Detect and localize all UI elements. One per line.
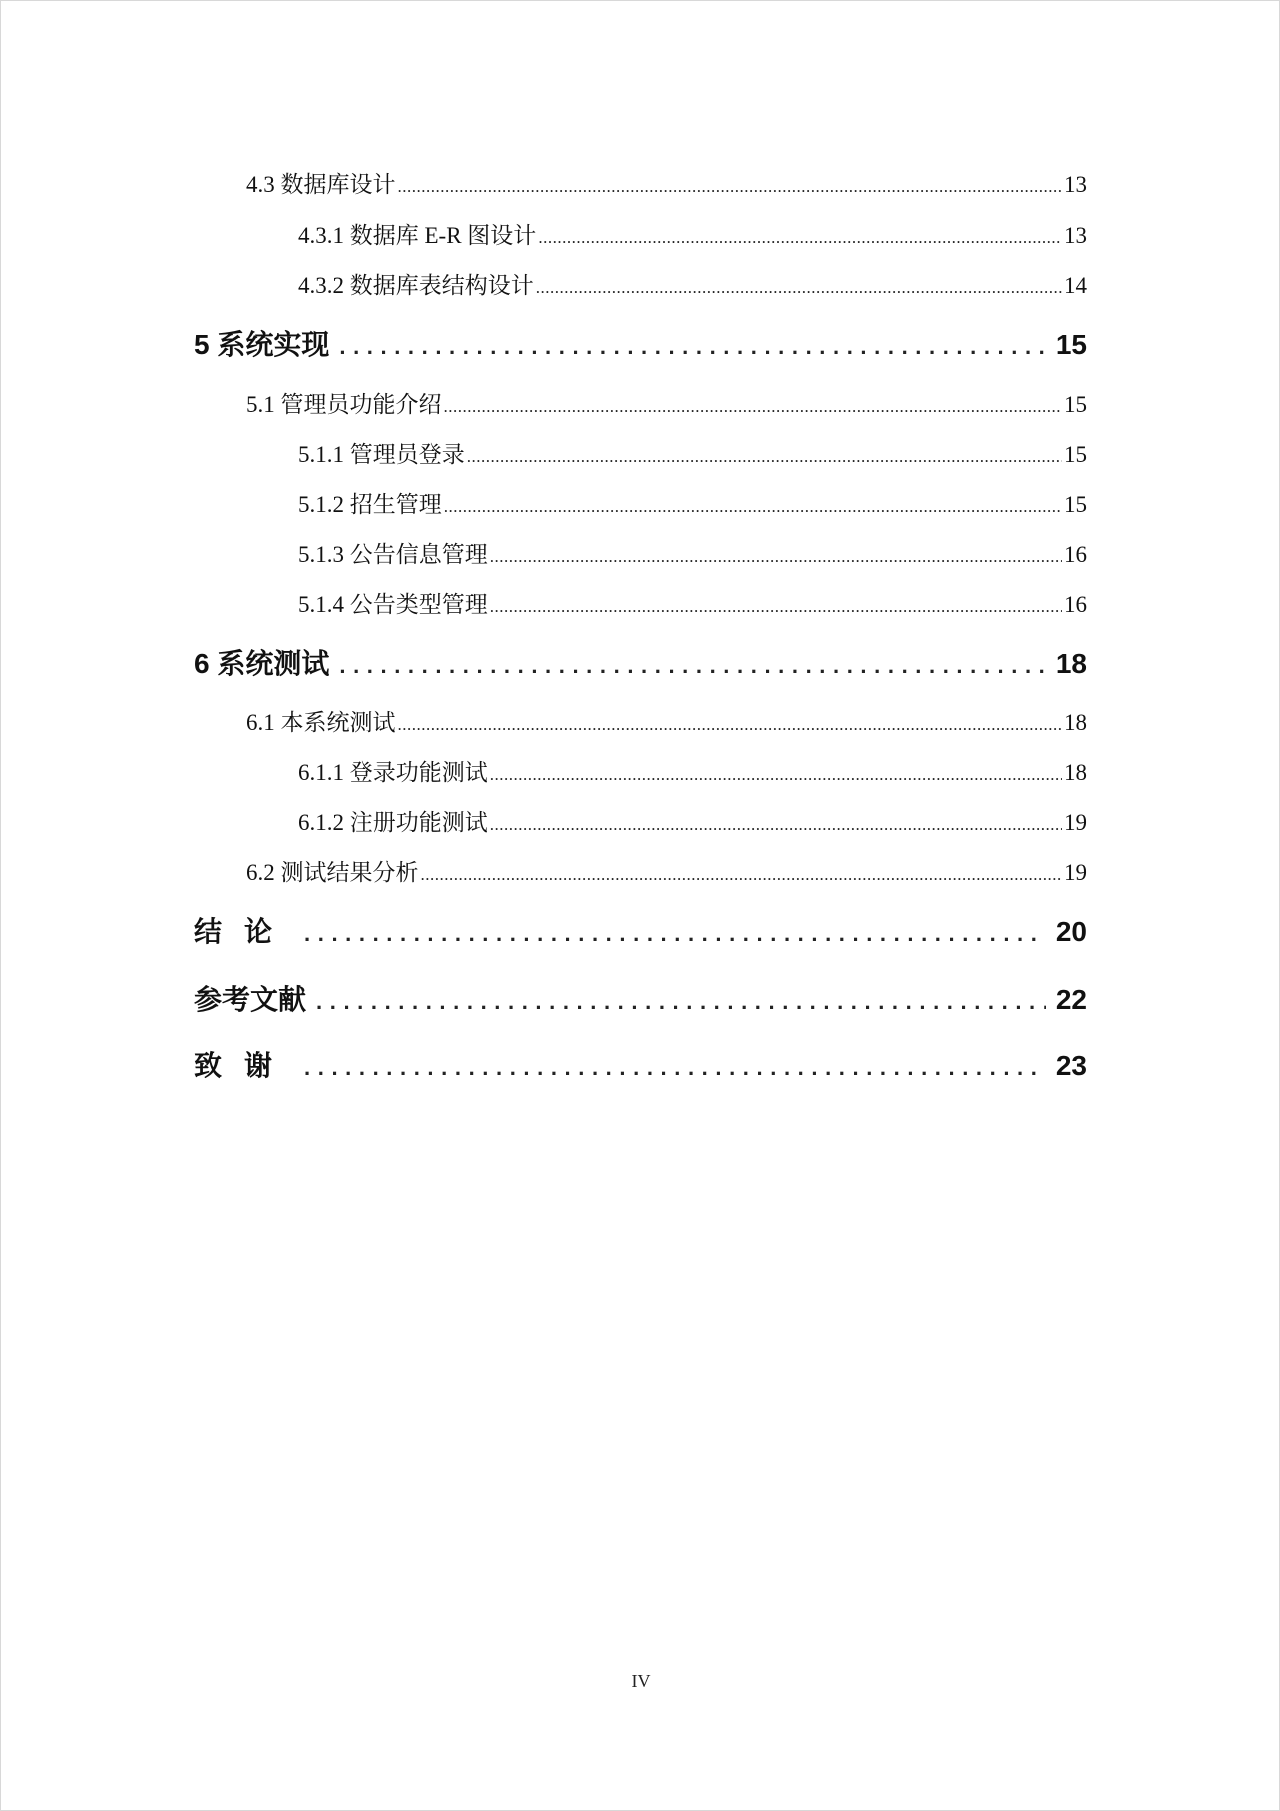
toc-dot-leader bbox=[444, 497, 1062, 517]
toc-entry-references[interactable] bbox=[194, 978, 1087, 1016]
toc-entry-6-1-1[interactable] bbox=[298, 754, 1087, 784]
toc-entry-6-1-2[interactable] bbox=[298, 804, 1087, 834]
toc-entry-page: 16 bbox=[1064, 592, 1087, 617]
toc-entry-page: 18 bbox=[1064, 710, 1087, 735]
toc-entry-acknowledgements[interactable] bbox=[194, 1044, 1087, 1082]
toc-dot-leader bbox=[467, 447, 1062, 467]
toc-entry-label: 5.1.4 公告类型管理 bbox=[298, 592, 488, 617]
toc-entry-page: 18 bbox=[1064, 760, 1087, 785]
toc-entry-page: 15 bbox=[1064, 442, 1087, 467]
toc-entry-4-3-2[interactable] bbox=[298, 267, 1087, 297]
toc-dot-leader bbox=[538, 228, 1062, 248]
toc-dot-leader bbox=[444, 397, 1063, 417]
toc-entry-page: 19 bbox=[1064, 860, 1087, 885]
toc-dot-leader bbox=[398, 177, 1063, 197]
toc-entry-label: 致谢 bbox=[194, 1050, 295, 1081]
toc-entry-page: 15 bbox=[1064, 392, 1087, 417]
toc-entry-6-1[interactable] bbox=[246, 704, 1087, 734]
toc-entry-conclusion[interactable] bbox=[194, 910, 1087, 948]
toc-entry-label: 6.1.2 注册功能测试 bbox=[298, 810, 488, 835]
toc-dot-leader bbox=[304, 1055, 1046, 1081]
toc-entry-label: 6.1 本系统测试 bbox=[246, 710, 396, 735]
toc-entry-page: 18 bbox=[1055, 648, 1087, 679]
toc-entry-label: 6.1.1 登录功能测试 bbox=[298, 760, 488, 785]
toc-entry-page: 19 bbox=[1064, 810, 1087, 835]
toc-dot-leader bbox=[316, 989, 1046, 1015]
toc-entry-5-1-1[interactable] bbox=[298, 436, 1087, 466]
toc-entry-label: 4.3.1 数据库 E-R 图设计 bbox=[298, 223, 537, 248]
toc-dot-leader bbox=[421, 865, 1063, 885]
toc-entry-page: 16 bbox=[1064, 542, 1087, 567]
toc-entry-page: 13 bbox=[1064, 172, 1087, 197]
toc-dot-leader bbox=[398, 715, 1063, 735]
toc-dot-leader bbox=[339, 334, 1045, 360]
toc-entry-5-1-4[interactable] bbox=[298, 586, 1087, 616]
toc-entry-page: 15 bbox=[1055, 329, 1087, 360]
toc-entry-page: 23 bbox=[1055, 1050, 1087, 1081]
toc-entry-4-3[interactable] bbox=[246, 166, 1087, 196]
toc-entry-label: 4.3.2 数据库表结构设计 bbox=[298, 273, 534, 298]
toc-entry-label: 5.1 管理员功能介绍 bbox=[246, 392, 442, 417]
toc-dot-leader bbox=[490, 765, 1062, 785]
toc-entry-label: 参考文献 bbox=[194, 984, 307, 1015]
toc-entry-page: 15 bbox=[1064, 492, 1087, 517]
toc-dot-leader bbox=[490, 547, 1062, 567]
toc-dot-leader bbox=[339, 653, 1045, 679]
toc-dot-leader bbox=[490, 597, 1062, 617]
toc-dot-leader bbox=[304, 921, 1046, 947]
toc-entry-page: 14 bbox=[1064, 273, 1087, 298]
toc-entry-page: 13 bbox=[1064, 223, 1087, 248]
toc-entry-5-1[interactable] bbox=[246, 386, 1087, 416]
toc-entry-label: 6 系统测试 bbox=[194, 648, 330, 679]
page-number: IV bbox=[631, 1671, 651, 1691]
toc-entry-label: 5 系统实现 bbox=[194, 329, 330, 360]
toc-entry-label: 5.1.3 公告信息管理 bbox=[298, 542, 488, 567]
toc-dot-leader bbox=[490, 815, 1062, 835]
toc-entry-label: 结论 bbox=[194, 916, 295, 947]
toc-entry-4-3-1[interactable] bbox=[298, 217, 1087, 247]
toc-entry-6-2[interactable] bbox=[246, 854, 1087, 884]
toc-entry-label: 5.1.1 管理员登录 bbox=[298, 442, 465, 467]
toc-dot-leader bbox=[536, 278, 1062, 298]
toc-entry-label: 5.1.2 招生管理 bbox=[298, 492, 442, 517]
toc-entry-chapter-5[interactable] bbox=[194, 323, 1087, 361]
toc-entry-label: 4.3 数据库设计 bbox=[246, 172, 396, 197]
toc-entry-page: 22 bbox=[1055, 984, 1087, 1015]
toc-entry-label: 6.2 测试结果分析 bbox=[246, 860, 419, 885]
toc-entry-chapter-6[interactable] bbox=[194, 642, 1087, 680]
toc-entry-page: 20 bbox=[1055, 916, 1087, 947]
toc-entry-5-1-3[interactable] bbox=[298, 536, 1087, 566]
toc-entry-5-1-2[interactable] bbox=[298, 486, 1087, 516]
